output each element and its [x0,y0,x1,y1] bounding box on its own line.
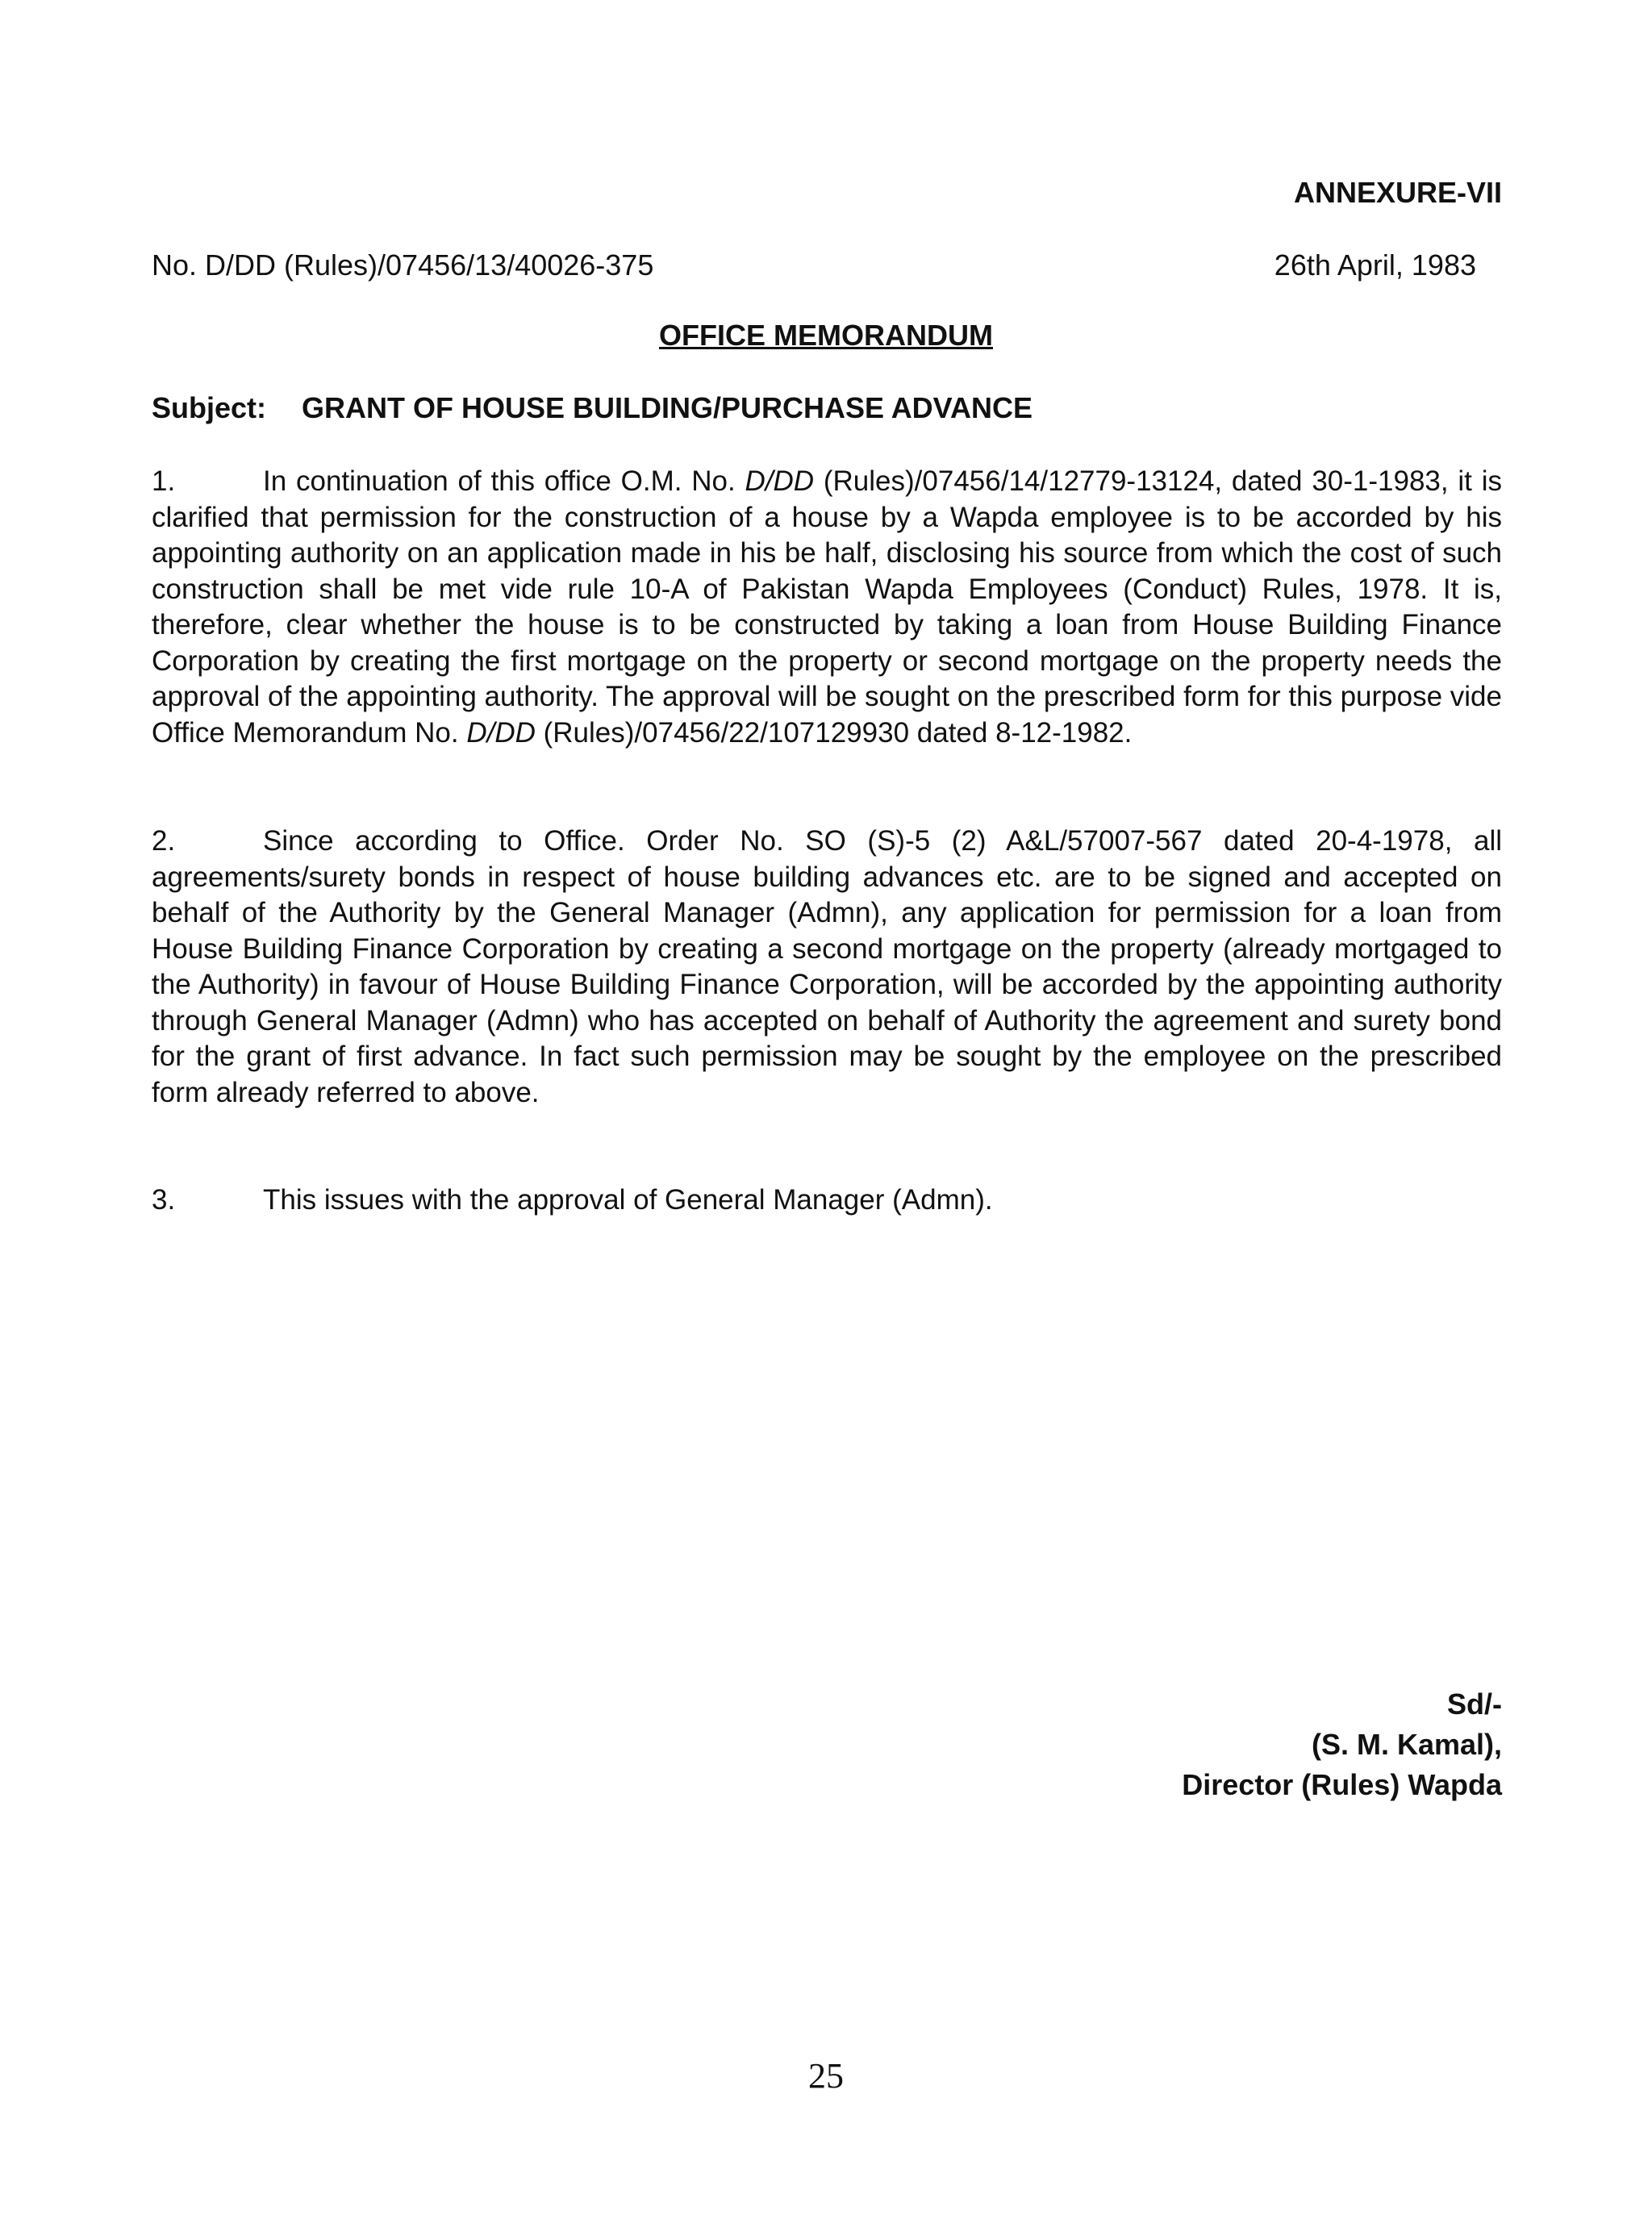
paragraph-2 [152,824,1502,1111]
signatory-name: (S. M. Kamal), [1311,1728,1502,1761]
subject-line [152,391,1032,425]
paragraph-text: Since according to Office. Order No. SO (S)-5 (2) A&L/57007-567 dated 20-4-1978, all agreements/surety bonds in respect of house building advances etc. are to be signed and accepted on behalf of the Authority by the General Manager (Admn), any application for permission for a loan from House Building Finance Corporation by creating a second mortgage on the property (already mortgaged to the Authority) in favour of House Building Finance Corporation, will be accorded by the appointing authority through General Manager (Admn) who has accepted on behalf of Authority the agreement and surety bond for the grant of first advance. In fact such permission may be sought by the employee on the prescribed form already referred to above. [152,825,1502,1108]
subject-text: GRANT OF HOUSE BUILDING/PURCHASE ADVANCE [302,391,1033,424]
signature-block [1182,1684,1502,1805]
page-number: 25 [808,2056,844,2096]
paragraph-number: 3. [152,1184,176,1216]
signatory-designation: Director (Rules) Wapda [1182,1768,1502,1801]
reference-number: No. D/DD (Rules)/07456/13/40026-375 [152,248,654,282]
paragraph-1 [152,464,1502,751]
reference-date: 26th April, 1983 [1274,248,1476,282]
paragraph-text: This issues with the approval of General Manager (Admn). [263,1184,993,1216]
subject-label: Subject: [152,391,267,424]
memo-title: OFFICE MEMORANDUM [659,319,993,352]
reference-row [152,248,1494,282]
paragraph-text: (Rules)/07456/14/12779-13124, dated 30-1-1983, it is clarified that permission for the construction of a house by a Wapda employee is to be accorded by his appointing authority on an application made in his be half, disclosing his source from which the cost of such construction shall be met vide rule 10-A of Pakistan Wapda Employees (Conduct) Rules, 1978. It is, therefore, clear whether the house is to be constructed by taking a loan from House Building Finance Corporation by creating the first mortgage on the property or second mortgage on the property needs the approval of the appointing authority. The approval will be sought on the prescribed form for this purpose vide Office Memorandum No. [152,465,1502,749]
paragraph-text: In continuation of this office O.M. No. [263,465,745,497]
paragraph-number: 1. [152,465,176,497]
paragraph-number: 2. [152,825,176,857]
annexure-label: ANNEXURE-VII [1293,176,1502,209]
paragraph-italic-ref: D/DD [466,716,536,749]
signature-sd: Sd/- [1447,1687,1502,1721]
paragraph-italic-ref: D/DD [745,465,815,497]
paragraph-text: (Rules)/07456/22/107129930 dated 8-12-1982. [535,716,1133,749]
paragraph-3 [152,1183,1502,1219]
